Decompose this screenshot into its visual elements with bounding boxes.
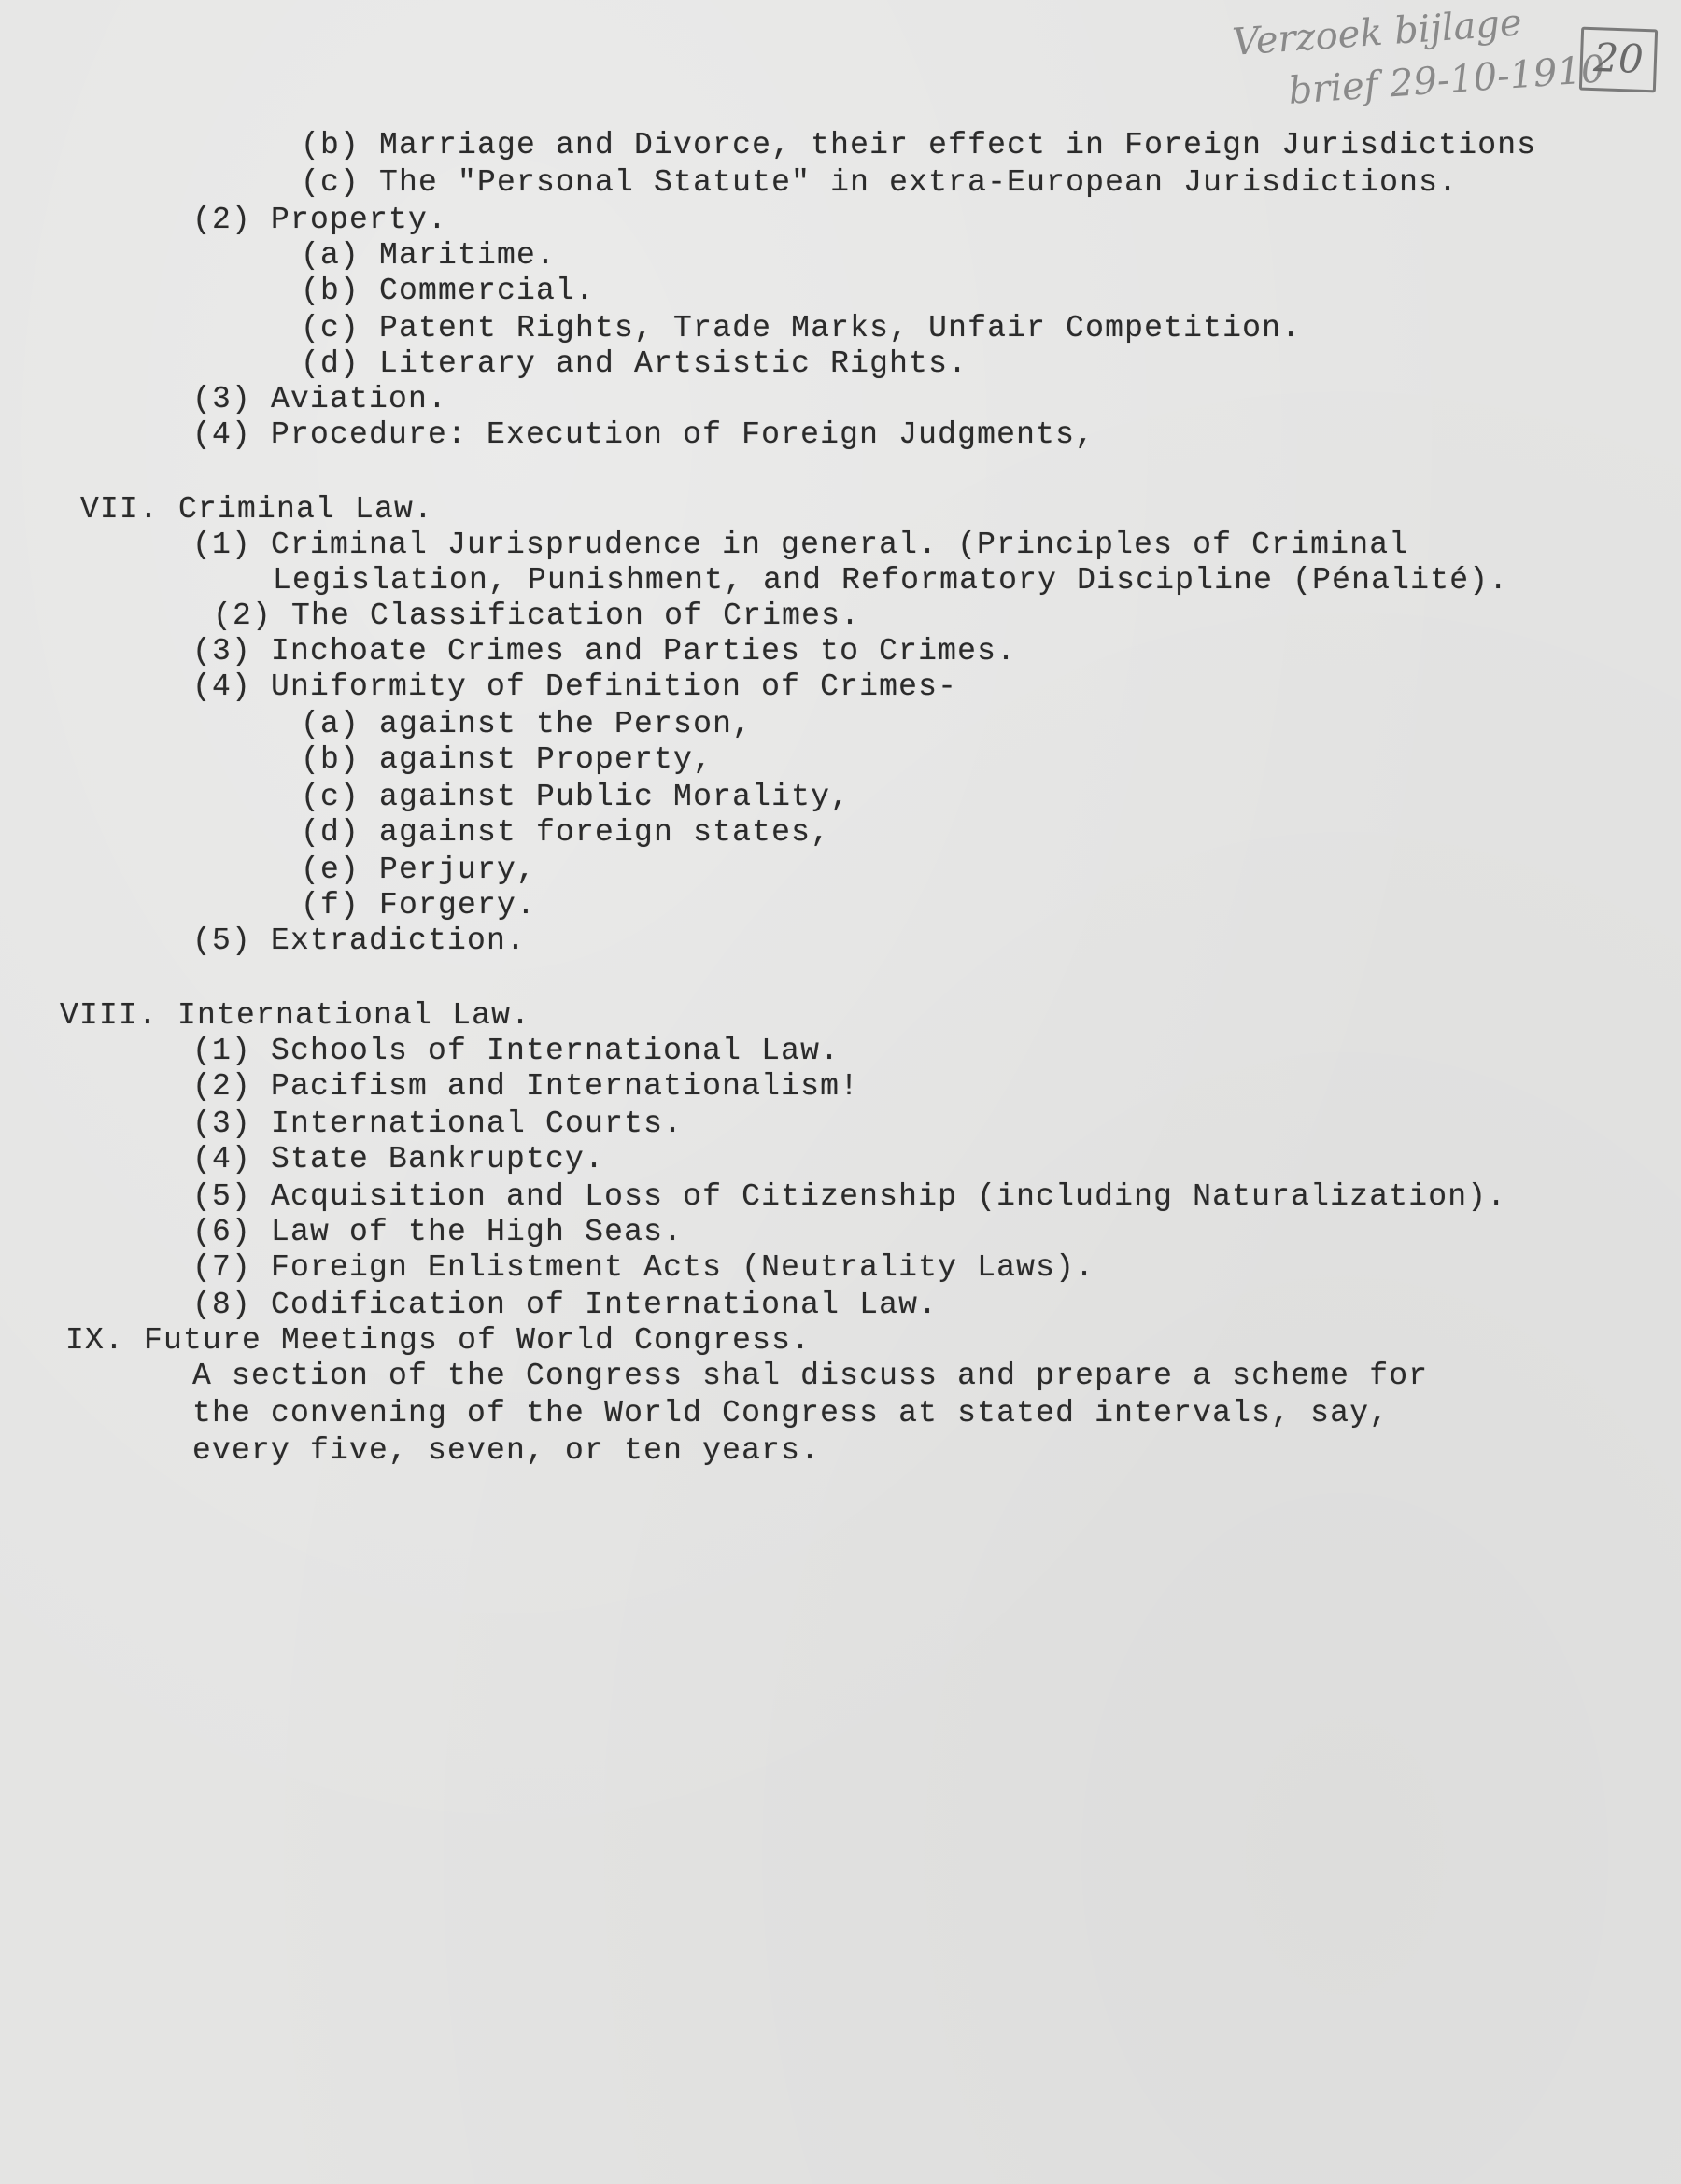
- text-line: (b) against Property,: [301, 742, 713, 777]
- text-line: (7) Foreign Enlistment Acts (Neutrality Laws).: [192, 1250, 1095, 1285]
- section-heading: VII. Criminal Law.: [80, 492, 434, 527]
- text-line: (f) Forgery.: [301, 888, 537, 923]
- text-line: (c) Patent Rights, Trade Marks, Unfair Competition.: [301, 311, 1302, 345]
- text-line: Legislation, Punishment, and Reformatory Discipline (Pénalité).: [273, 563, 1509, 598]
- text-line: (2) Pacifism and Internationalism!: [192, 1069, 860, 1104]
- text-line: (5) Acquisition and Loss of Citizenship (including Naturalization).: [192, 1179, 1507, 1214]
- text-line: (4) Procedure: Execution of Foreign Judgments,: [192, 417, 1095, 452]
- text-line: (2) Property.: [192, 203, 448, 237]
- section-heading: IX. Future Meetings of World Congress.: [65, 1323, 812, 1358]
- text-line: (3) Inchoate Crimes and Parties to Crimes.: [192, 634, 1017, 669]
- handwritten-note-line-2: brief 29-10-1910: [1287, 48, 1606, 113]
- text-line: every five, seven, or ten years.: [192, 1433, 821, 1468]
- text-line: the convening of the World Congress at stated intervals, say,: [192, 1396, 1390, 1430]
- text-line: (c) The "Personal Statute" in extra-European Jurisdictions.: [301, 165, 1459, 200]
- section-heading: VIII. International Law.: [60, 998, 531, 1033]
- text-line: (e) Perjury,: [301, 852, 537, 887]
- text-line: (d) Literary and Artsistic Rights.: [301, 346, 968, 381]
- text-line: (1) Schools of International Law.: [192, 1034, 840, 1068]
- text-line: (4) State Bankruptcy.: [192, 1142, 605, 1177]
- text-line: (3) International Courts.: [192, 1106, 684, 1141]
- text-line: (3) Aviation.: [192, 382, 448, 416]
- text-line: (a) Maritime.: [301, 238, 557, 273]
- text-line: (c) against Public Morality,: [301, 780, 851, 814]
- text-line: (a) against the Person,: [301, 707, 753, 741]
- text-line: (5) Extradiction.: [192, 923, 527, 958]
- text-line: (8) Codification of International Law.: [192, 1288, 939, 1322]
- text-line: (b) Marriage and Divorce, their effect in Foreign Jurisdictions: [301, 128, 1537, 162]
- text-line: (d) against foreign states,: [301, 815, 831, 850]
- handwritten-note-line-1: Verzoek bijlage: [1231, 1, 1524, 64]
- text-line: (4) Uniformity of Definition of Crimes-: [192, 669, 958, 704]
- text-line: (6) Law of the High Seas.: [192, 1215, 684, 1249]
- text-line: (1) Criminal Jurisprudence in general. (Principles of Criminal: [192, 528, 1409, 562]
- text-line: (2) The Classification of Crimes.: [213, 599, 861, 633]
- text-line: A section of the Congress shal discuss and prepare a scheme for: [192, 1359, 1429, 1393]
- page-number: 20: [1579, 27, 1658, 93]
- text-line: (b) Commercial.: [301, 274, 596, 308]
